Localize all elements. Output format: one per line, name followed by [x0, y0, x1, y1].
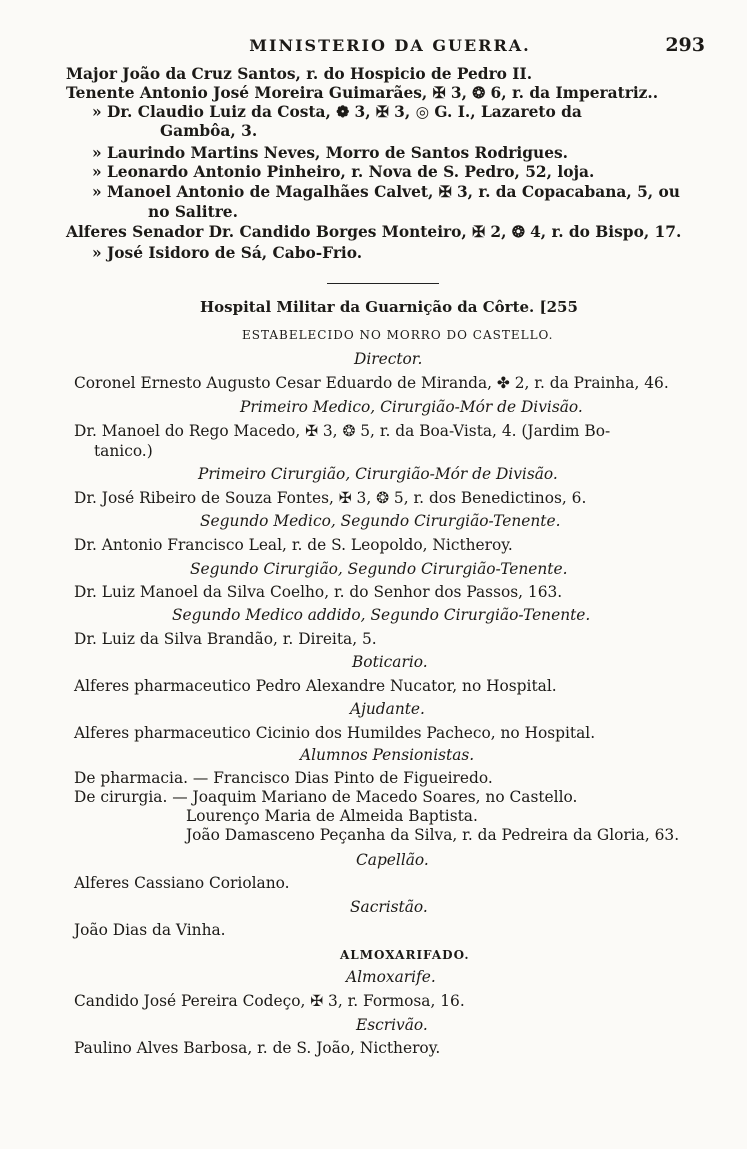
entry-line: Dr. Luiz da Silva Brandão, r. Direita, 5. — [74, 630, 377, 648]
section-divider — [327, 283, 439, 284]
page-number: 293 — [665, 34, 705, 56]
entry-line: De cirurgia. — Joaquim Mariano de Macedo Soares, no Castello. — [74, 788, 578, 806]
role-heading: Director. — [354, 350, 423, 368]
entry-line: » Leonardo Antonio Pinheiro, r. Nova de S. Pedro, 52, loja. — [92, 163, 595, 181]
entry-line: Dr. Manoel do Rego Macedo, ✠ 3, ❂ 5, r. da Boa-Vista, 4. (Jardim Bo- — [74, 422, 611, 440]
entry-line: tanico.) — [94, 442, 153, 460]
entry-line: Alferes Cassiano Coriolano. — [74, 874, 290, 892]
role-heading: Boticario. — [352, 653, 428, 671]
entry-line: Dr. Antonio Francisco Leal, r. de S. Leopoldo, Nictheroy. — [74, 536, 513, 554]
role-heading: Segundo Cirurgião, Segundo Cirurgião-Tenente. — [190, 560, 568, 578]
entry-line: Candido José Pereira Codeço, ✠ 3, r. Formosa, 16. — [74, 992, 465, 1010]
entry-line: Lourenço Maria de Almeida Baptista. — [186, 807, 478, 825]
role-heading: Escrivão. — [356, 1016, 428, 1034]
entry-line: Dr. Luiz Manoel da Silva Coelho, r. do Senhor dos Passos, 163. — [74, 583, 563, 601]
entry-line: Dr. José Ribeiro de Souza Fontes, ✠ 3, ❂ 5, r. dos Benedictinos, 6. — [74, 489, 587, 507]
role-heading: Primeiro Medico, Cirurgião-Mór de Divisão. — [240, 398, 583, 416]
section-subtitle: ESTABELECIDO NO MORRO DO CASTELLO. — [242, 328, 554, 342]
entry-line: Gambôa, 3. — [160, 122, 258, 140]
entry-line: João Damasceno Peçanha da Silva, r. da Pedreira da Gloria, 63. — [186, 826, 680, 844]
entry-line: De pharmacia. — Francisco Dias Pinto de Figueiredo. — [74, 769, 493, 787]
section-title: Hospital Militar da Guarnição da Côrte. [255 — [200, 298, 578, 316]
role-heading: Alumnos Pensionistas. — [300, 746, 475, 764]
role-heading: Segundo Medico, Segundo Cirurgião-Tenente. — [200, 512, 561, 530]
page-reference: [255 — [539, 298, 578, 316]
entry-line: Paulino Alves Barbosa, r. de S. João, Nictheroy. — [74, 1039, 441, 1057]
entry-line: Tenente Antonio José Moreira Guimarães, ✠ 3, ❂ 6, r. da Imperatriz.. — [66, 84, 659, 102]
role-heading: Sacristão. — [350, 898, 428, 916]
entry-line: » José Isidoro de Sá, Cabo-Frio. — [92, 244, 363, 262]
role-heading: Primeiro Cirurgião, Cirurgião-Mór de Divisão. — [198, 465, 558, 483]
entry-line: Alferes Senador Dr. Candido Borges Monteiro, ✠ 2, ❂ 4, r. do Bispo, 17. — [66, 223, 682, 241]
entry-line: » Dr. Claudio Luiz da Costa, ❁ 3, ✠ 3, ◎ G. I., Lazareto da — [92, 103, 582, 121]
role-heading: Ajudante. — [350, 700, 425, 718]
entry-line: no Salitre. — [148, 203, 238, 221]
entry-line: Alferes pharmaceutico Cicinio dos Humildes Pacheco, no Hospital. — [74, 724, 596, 742]
entry-line: » Manoel Antonio de Magalhães Calvet, ✠ 3, r. da Copacabana, 5, ou — [92, 183, 680, 201]
role-heading: Almoxarife. — [346, 968, 436, 986]
entry-line: Coronel Ernesto Augusto Cesar Eduardo de Miranda, ✤ 2, r. da Prainha, 46. — [74, 374, 669, 392]
section-subheading: ALMOXARIFADO. — [340, 948, 470, 962]
page-header — [0, 34, 747, 60]
running-head: MINISTERIO DA GUERRA. — [249, 36, 531, 55]
entry-line: Major João da Cruz Santos, r. do Hospicio de Pedro II. — [66, 65, 533, 83]
role-heading: Capellão. — [356, 851, 429, 869]
entry-line: » Laurindo Martins Neves, Morro de Santos Rodrigues. — [92, 144, 569, 162]
entry-line: João Dias da Vinha. — [74, 921, 226, 939]
role-heading: Segundo Medico addido, Segundo Cirurgião-Tenente. — [172, 606, 591, 624]
entry-line: Alferes pharmaceutico Pedro Alexandre Nucator, no Hospital. — [74, 677, 557, 695]
